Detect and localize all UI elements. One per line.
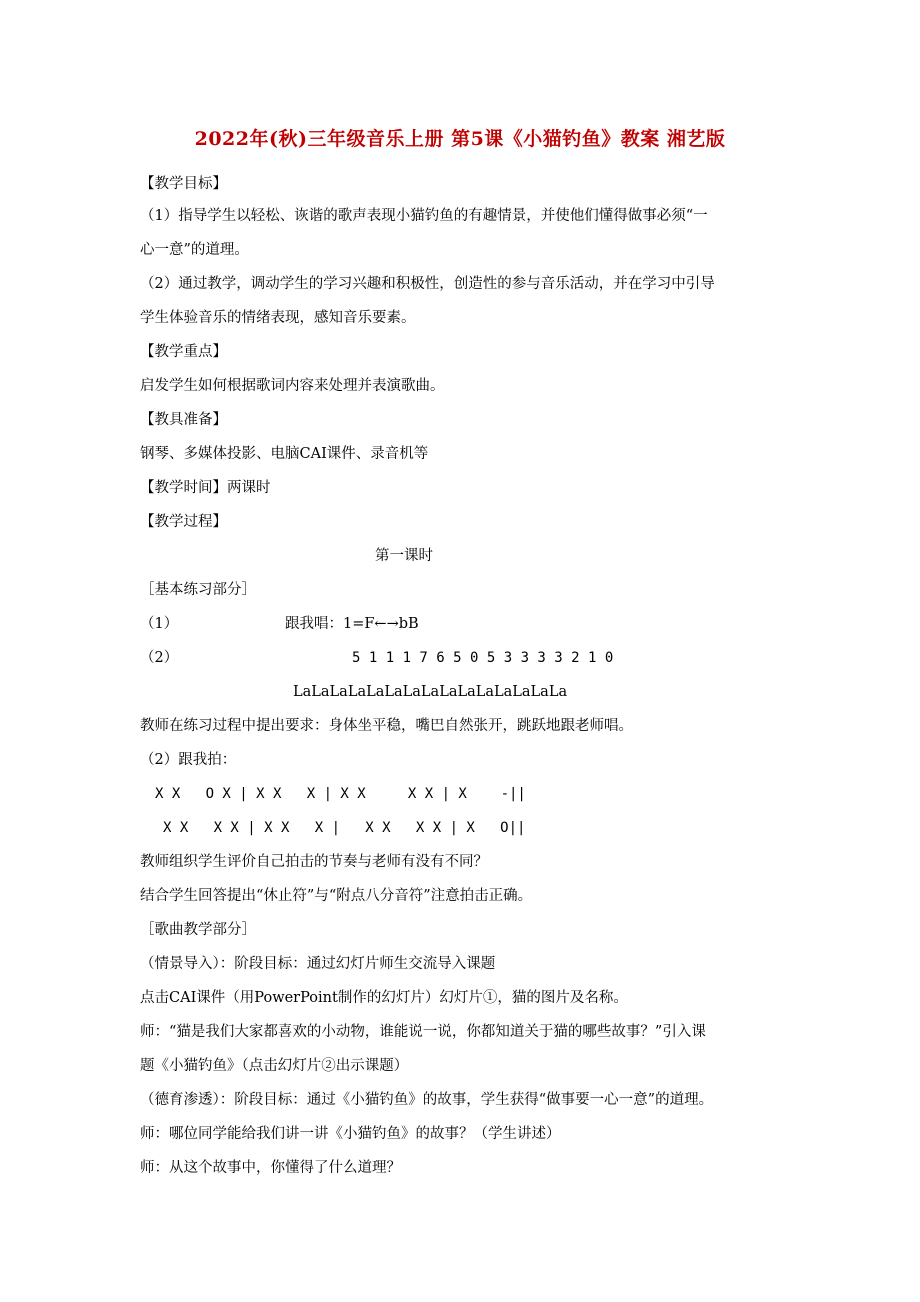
rhythm-line-2: X X X X | X X X | X X X X | X O|| — [163, 820, 526, 836]
teaching-time: 【教学时间】两课时 — [140, 480, 271, 496]
click-courseware-text: 点击CAI课件（用PowerPoint制作的幻灯片）幻灯片①，猫的图片及名称。 — [140, 990, 628, 1006]
answer-text: 结合学生回答提出“休止符”与“附点八分音符”注意拍击正确。 — [140, 888, 533, 904]
key-points-text: 启发学生如何根据歌词内容来处理并表演歌曲。 — [140, 378, 445, 394]
teacher-lesson-question: 师：从这个故事中，你懂得了什么道理？ — [140, 1160, 401, 1176]
evaluation-text: 教师组织学生评价自己拍击的节奏与老师有没有不同？ — [140, 854, 488, 870]
exercise-1-text: 跟我唱：1=F←→bB — [285, 616, 419, 632]
clap-heading: （2）跟我拍： — [140, 752, 237, 768]
teaching-tools-text: 钢琴、多媒体投影、电脑CAI课件、录音机等 — [140, 446, 429, 462]
moral-education-text: （德育渗透）：阶段目标：通过《小猫钓鱼》的故事，学生获得“做事要一心一意”的道理。 — [140, 1092, 714, 1108]
objective-1-line-1: （1）指导学生以轻松、诙谐的歌声表现小猫钓鱼的有趣情景，并使他们懂得做事必须“一 — [140, 208, 708, 224]
teacher-story-question: 师：哪位同学能给我们讲一讲《小猫钓鱼》的故事？（学生讲述） — [140, 1126, 561, 1142]
heading-key-points: 【教学重点】 — [140, 344, 227, 360]
document-title: 2022年(秋)三年级音乐上册 第5课《小猫钓鱼》教案 湘艺版 — [194, 128, 726, 150]
objective-2-line-1: （2）通过教学，调动学生的学习兴趣和积极性，创造性的参与音乐活动，并在学习中引导 — [140, 276, 715, 292]
rhythm-line-1: X X O X | X X X | X X X X | X -|| — [155, 786, 526, 802]
objective-1-line-2: 心一意”的道理。 — [140, 242, 249, 258]
exercise-2-number: （2） — [140, 650, 179, 666]
basic-practice-section: ［基本练习部分］ — [140, 582, 256, 598]
exercise-1-number: （1） — [140, 616, 179, 632]
exercise-2-lyrics: LaLaLaLaLaLaLaLaLaLaLaLaLaLaLa — [293, 684, 568, 700]
heading-teaching-process: 【教学过程】 — [140, 514, 227, 530]
objective-2-line-2: 学生体验音乐的情绪表现，感知音乐要素。 — [140, 310, 416, 326]
first-lesson-heading: 第一课时 — [375, 548, 433, 564]
teacher-question-line-2: 题《小猫钓鱼》（点击幻灯片②出示课题） — [140, 1058, 409, 1074]
heading-objectives: 【教学目标】 — [140, 176, 227, 192]
scene-intro-text: （情景导入）：阶段目标：通过幻灯片师生交流导入课题 — [140, 956, 496, 972]
song-teaching-section: ［歌曲教学部分］ — [140, 922, 256, 938]
teacher-requirement: 教师在练习过程中提出要求：身体坐平稳，嘴巴自然张开，跳跃地跟老师唱。 — [140, 718, 633, 734]
exercise-2-notes: 5 1 1 1 7 6 5 0 5 3 3 3 3 2 1 0 — [352, 650, 614, 666]
teacher-question-line-1: 师：“猫是我们大家都喜欢的小动物，谁能说一说，你都知道关于猫的哪些故事？”引入课 — [140, 1024, 706, 1040]
heading-teaching-tools: 【教具准备】 — [140, 412, 227, 428]
